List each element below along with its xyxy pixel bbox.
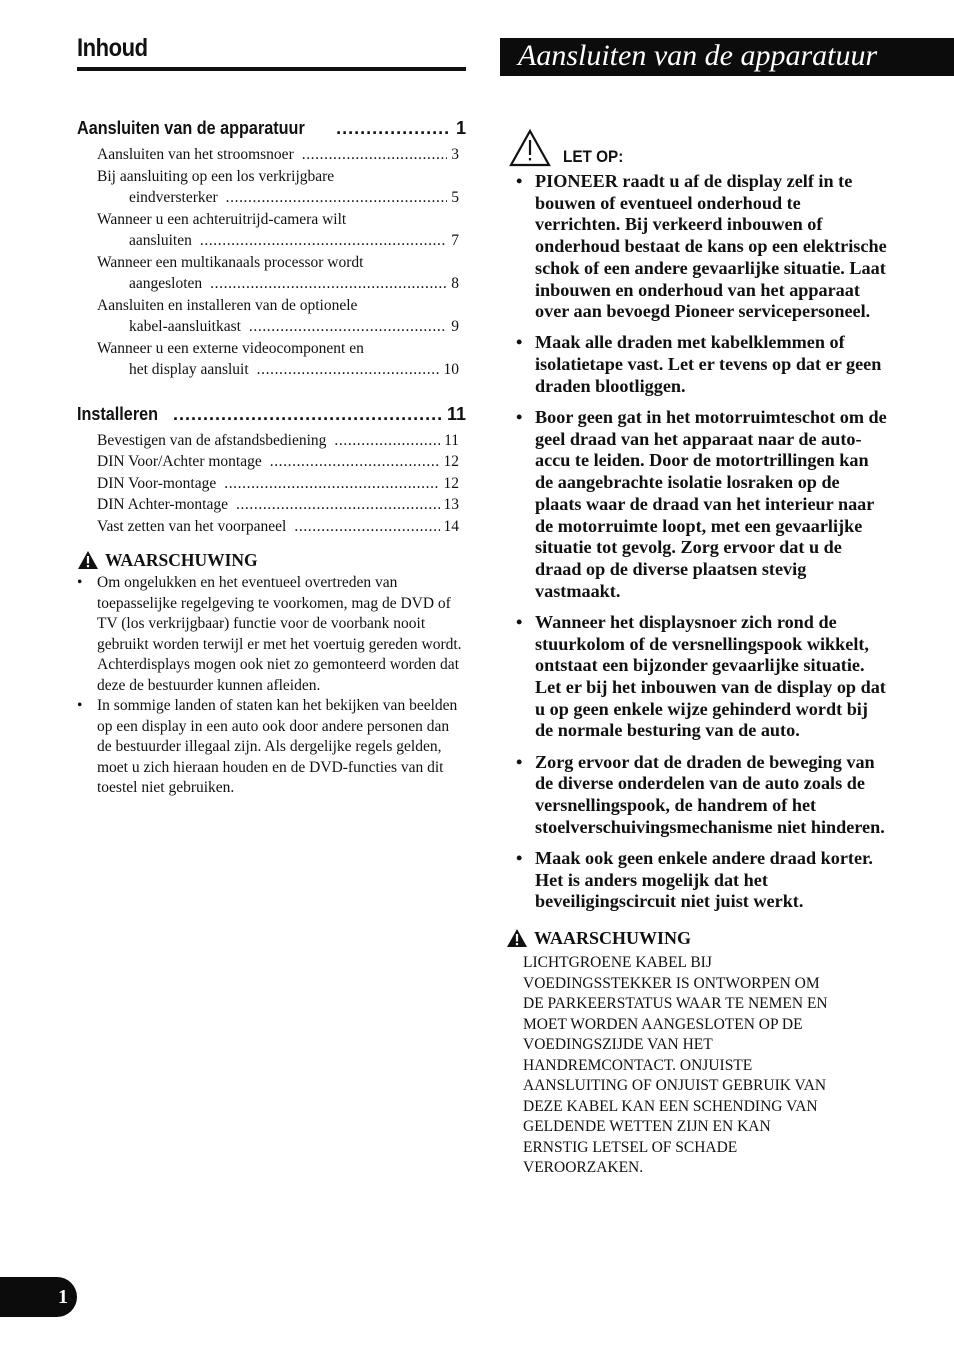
toc-leader-dots xyxy=(294,516,439,538)
toc-section-page: 1 xyxy=(455,118,466,138)
caution-item: • Wanneer het displaysnoer zich rond de stuurkolom of de versnellingspook wikkelt, ontstaat een bijzonder gevaarlijke situatie. Let er bij het inbouwen van de display op dat u op geen enkele wijze gehinderd wordt bij de normale besturing van de auto. xyxy=(500,612,890,742)
warning-label: WAARSCHUWING xyxy=(534,927,692,948)
toc-section xyxy=(77,116,466,381)
toc-section xyxy=(77,402,466,538)
toc-title: Inhoud xyxy=(77,34,148,62)
toc-entry-page: 10 xyxy=(443,361,459,378)
toc-entry-text: DIN Achter-montage xyxy=(97,496,228,513)
toc-entry-text: Vast zetten van het voorpaneel xyxy=(97,517,287,535)
toc-leader-dots xyxy=(336,116,450,140)
caution-item: • Maak alle draden met kabelklemmen of isolatietape vast. Let er tevens op dat er geen draden blootliggen. xyxy=(500,332,890,397)
toc-entry-page: 11 xyxy=(444,431,459,449)
caution-item: • PIONEER raadt u af de display zelf in te bouwen of eventueel onderhoud te verrichten. Bij verkeerd inbouwen of onderhoud bestaat de kans op een elektrische schok of een andere gevaarlijke situatie. Laat inbouwen en onderhoud van het apparaat over aan bevoegd Pioneer servicepersoneel. xyxy=(500,171,890,323)
toc-entry[interactable] xyxy=(77,252,466,295)
toc-entry[interactable] xyxy=(77,494,466,516)
caution-heading xyxy=(509,123,954,167)
toc-entry-text: het display aansluit xyxy=(129,361,249,378)
toc-entry-list xyxy=(77,430,466,538)
toc-entry-page: 13 xyxy=(443,496,459,513)
toc-entry[interactable] xyxy=(77,144,466,166)
toc-entry-text: aangesloten xyxy=(129,275,203,292)
warning-text-line: ERNSTIG LETSEL OF SCHADE xyxy=(523,1138,738,1156)
warning-item: • Om ongelukken en het eventueel overtreden van toepasselijke regelgeving te voorkomen, mag de DVD of TV (los verkrijgbaar) functie voor de voorbank nooit gebruikt worden terwijl er met het voertuig gereden wordt. Achterdisplays mogen ook niet zo gemonteerd worden dat deze de bestuurder kunnen afleiden. xyxy=(77,573,466,696)
caution-list xyxy=(500,171,890,913)
warning-text xyxy=(523,953,895,1179)
warning-block xyxy=(77,547,466,799)
toc-section-page: 11 xyxy=(446,403,466,424)
toc-entry-text: kabel-aansluitkast xyxy=(129,318,241,335)
toc-section-title: Installeren xyxy=(77,403,159,424)
warning-text-line: AANSLUITING OF ONJUIST GEBRUIK VAN xyxy=(523,1077,827,1094)
toc-entry[interactable] xyxy=(77,516,466,538)
warning-list xyxy=(77,573,466,799)
toc-entry-text: Aansluiten en installeren van de optionele xyxy=(97,296,358,314)
warning-text-line: VEROORZAKEN. xyxy=(523,1159,644,1176)
toc-entry[interactable] xyxy=(77,451,466,473)
caution-item: • Maak ook geen enkele andere draad korter. Het is anders mogelijk dat het beveiligingscircuit niet juist werkt. xyxy=(500,848,890,913)
toc-section-title: Aansluiten van de apparatuur xyxy=(77,118,305,138)
toc-entry-text: eindversterker xyxy=(129,189,218,206)
toc-leader-dots xyxy=(210,273,447,295)
toc-entry-page: 5 xyxy=(451,189,459,206)
warning-triangle-icon xyxy=(506,928,528,948)
warning-block xyxy=(506,925,954,1179)
caution-item: • Zorg ervoor dat de draden de beweging van de diverse onderdelen van de auto zoals de versnellingspook, de handrem of het stoelverschuivingsmechanisme niet hinderen. xyxy=(500,752,890,839)
toc-entry-text: DIN Voor-montage xyxy=(97,474,217,492)
toc-leader-dots xyxy=(249,316,447,338)
toc-entry-text: Bij aansluiting op een los verkrijgbare xyxy=(97,167,335,185)
toc-section-heading[interactable] xyxy=(77,402,466,426)
toc-section-heading[interactable] xyxy=(77,116,466,140)
toc-entry-text: Wanneer u een achteruitrijd-camera wilt xyxy=(97,210,347,228)
toc-leader-dots xyxy=(224,473,439,495)
toc-entry-text: DIN Voor/Achter montage xyxy=(97,453,262,470)
toc-entry[interactable] xyxy=(77,430,466,452)
warning-heading xyxy=(77,547,466,573)
toc-entry-page: 14 xyxy=(443,517,459,535)
caution-item: • Boor geen gat in het motorruimteschot om de geel draad van het apparaat naar de auto-accu te leiden. Door de motortrillingen kan de aangebrachte isolatie losraken op de plaats waar de draad van het interieur naar de motorruimte loopt, met een gevaarlijke situatie tot gevolg. Zorg ervoor dat u de draad op de diverse plaatsen stevig vastmaakt. xyxy=(500,407,890,602)
toc-entry-text: Bevestigen van de afstandsbediening xyxy=(97,431,327,449)
warning-text-line: VOEDINGSZIJDE VAN HET xyxy=(523,1036,713,1053)
right-column xyxy=(500,38,954,1179)
toc-leader-dots xyxy=(200,230,447,252)
toc-entry-page: 8 xyxy=(451,275,459,292)
caution-label: LET OP: xyxy=(563,147,624,166)
toc-leader-dots xyxy=(270,451,440,473)
toc-entry-text: Wanneer u een externe videocomponent en xyxy=(97,339,364,357)
toc-leader-dots xyxy=(236,494,440,516)
warning-text-line: HANDREMCONTACT. ONJUISTE xyxy=(523,1056,753,1074)
warning-text-line: VOEDINGSSTEKKER IS ONTWORPEN OM xyxy=(523,974,820,992)
toc-entry-page: 12 xyxy=(443,453,459,470)
toc-leader-dots xyxy=(334,430,440,452)
page-number-badge: 1 xyxy=(0,1277,77,1317)
toc-entry[interactable] xyxy=(77,209,466,252)
toc-entry[interactable] xyxy=(77,295,466,338)
toc-entry-page: 9 xyxy=(451,318,459,335)
toc-entry-list xyxy=(77,144,466,381)
warning-text-line: DEZE KABEL KAN EEN SCHENDING VAN xyxy=(523,1097,818,1115)
section-banner: Aansluiten van de apparatuur xyxy=(500,38,954,76)
toc-leader-dots xyxy=(302,144,448,166)
warning-label: WAARSCHUWING xyxy=(105,549,258,570)
toc-leader-dots xyxy=(257,359,440,381)
toc-entry[interactable] xyxy=(77,166,466,209)
toc-entry[interactable] xyxy=(77,473,466,495)
warning-heading xyxy=(506,925,954,951)
toc-entry-text: aansluiten xyxy=(129,232,192,249)
caution-triangle-icon xyxy=(509,129,551,167)
warning-item: • In sommige landen of staten kan het bekijken van beelden op een display in een auto ook door andere personen dan de bestuurder illegaal zijn. Als dergelijke regels gelden, moet u zich hieraan houden en de DVD-functies van dit toestel niet gebruiken. xyxy=(77,696,466,799)
toc-leader-dots xyxy=(173,402,441,426)
toc-leader-dots xyxy=(226,187,448,209)
warning-triangle-icon xyxy=(77,550,99,570)
toc-entry-page: 7 xyxy=(451,232,459,249)
warning-text-line: LICHTGROENE KABEL BIJ xyxy=(523,954,712,971)
toc-entry[interactable] xyxy=(77,338,466,381)
toc-entry-text: Aansluiten van het stroomsnoer xyxy=(97,146,294,163)
toc-entry-text: Wanneer een multikanaals processor wordt xyxy=(97,253,364,271)
toc-entry-page: 12 xyxy=(443,474,459,492)
warning-text-line: DE PARKEERSTATUS WAAR TE NEMEN EN xyxy=(523,995,828,1012)
left-column xyxy=(77,30,466,799)
warning-text-line: MOET WORDEN AANGESLOTEN OP DE xyxy=(523,1015,803,1033)
toc-title-rule xyxy=(77,67,466,71)
toc-entry-page: 3 xyxy=(451,146,459,163)
warning-text-line: GELDENDE WETTEN ZIJN EN KAN xyxy=(523,1118,771,1135)
